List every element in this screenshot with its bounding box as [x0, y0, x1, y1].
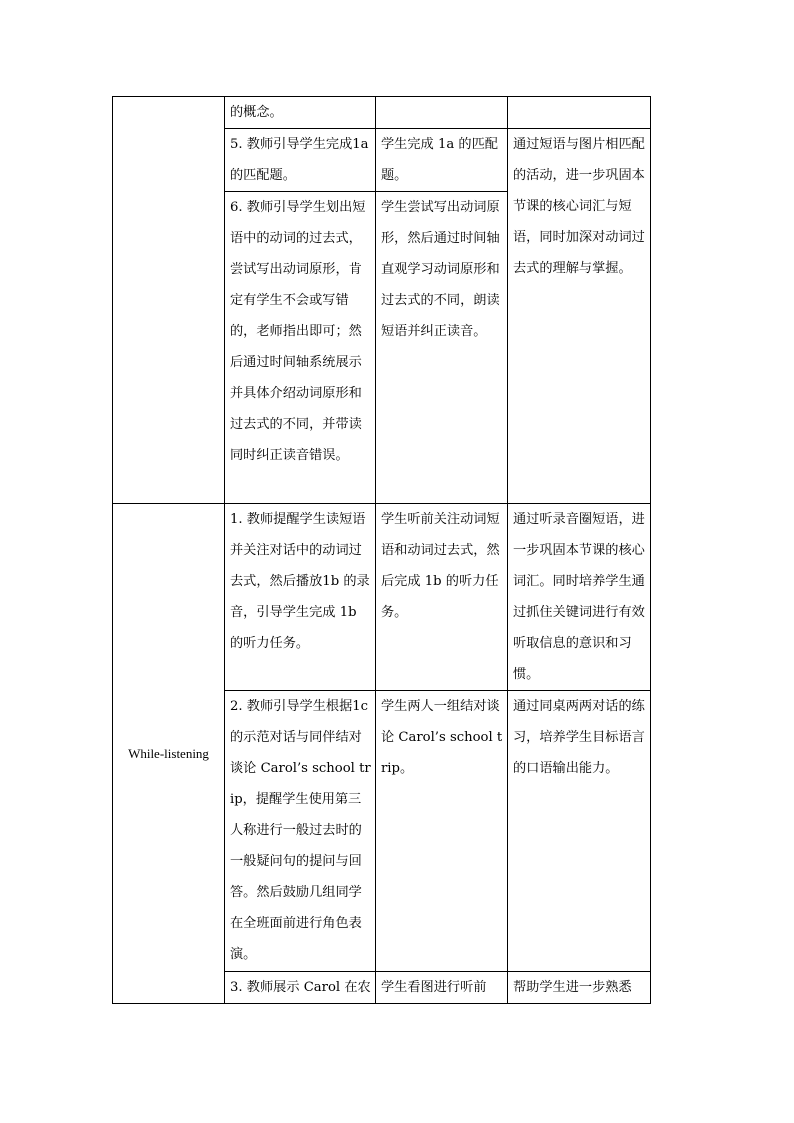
- table-row: [113, 504, 651, 691]
- design-purpose-cell: [508, 97, 651, 129]
- teacher-activity-cell: 的概念。: [225, 97, 376, 129]
- teacher-activity-cell: 2. 教师引导学生根据1c 的示范对话与同伴结对谈论 Carol’s school trip，提醒学生使用第三人称进行一般过去时的一般疑问句的提问与回答。然后鼓励几组同学在全班面前进行角色表演。: [225, 691, 376, 972]
- design-purpose-cell: 通过短语与图片相匹配的活动，进一步巩固本节课的核心词汇与短语，同时加深对动词过去式的理解与掌握。: [508, 129, 651, 504]
- teacher-activity-cell: 6. 教师引导学生划出短语中的动词的过去式，尝试写出动词原形，肯定有学生不会或写错的，老师指出即可；然后通过时间轴系统展示并具体介绍动词原形和过去式的不同，并带读同时纠正读音错误。: [225, 192, 376, 504]
- teacher-activity-cell: 3. 教师展示 Carol 在农: [225, 972, 376, 1004]
- student-activity-cell: 学生听前关注动词短语和动词过去式，然后完成 1b 的听力任务。: [376, 504, 508, 691]
- teacher-activity-cell: 1. 教师提醒学生读短语并关注对话中的动词过去式，然后播放1b 的录音，引导学生完成 1b 的听力任务。: [225, 504, 376, 691]
- table-row: [113, 97, 651, 129]
- lesson-plan-table: [112, 96, 651, 1004]
- student-activity-cell: 学生完成 1a 的匹配题。: [376, 129, 508, 192]
- student-activity-cell: 学生尝试写出动词原形，然后通过时间轴直观学习动词原形和过去式的不同，朗读短语并纠正读音。: [376, 192, 508, 504]
- stage-label-cell: While-listening: [113, 504, 225, 1004]
- teacher-activity-cell: 5. 教师引导学生完成1a 的匹配题。: [225, 129, 376, 192]
- design-purpose-cell: 通过同桌两两对话的练习，培养学生目标语言的口语输出能力。: [508, 691, 651, 972]
- student-activity-cell: [376, 97, 508, 129]
- design-purpose-cell: 帮助学生进一步熟悉: [508, 972, 651, 1004]
- design-purpose-cell: 通过听录音圈短语，进一步巩固本节课的核心词汇。同时培养学生通过抓住关键词进行有效听取信息的意识和习惯。: [508, 504, 651, 691]
- student-activity-cell: 学生两人一组结对谈论 Carol’s school trip。: [376, 691, 508, 972]
- student-activity-cell: 学生看图进行听前: [376, 972, 508, 1004]
- stage-cell: [113, 97, 225, 504]
